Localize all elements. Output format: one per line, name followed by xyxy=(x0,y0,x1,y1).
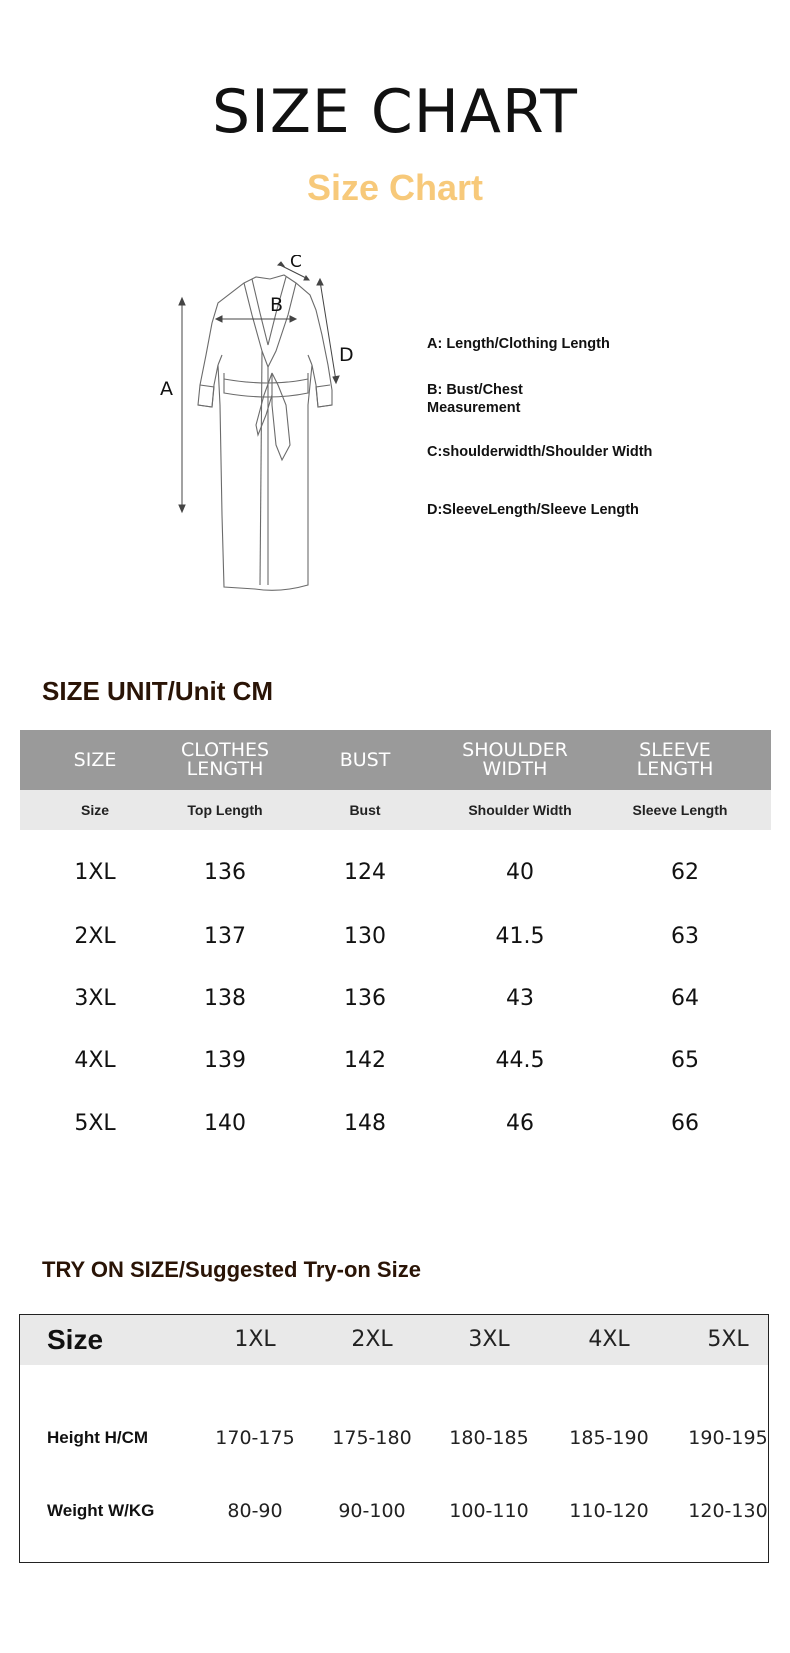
cell-bust: 124 xyxy=(344,860,386,885)
table-row xyxy=(20,917,771,957)
cell-clothes-length: 137 xyxy=(204,924,246,949)
tryon-cell: 80-90 xyxy=(227,1500,283,1522)
tryon-header-label: Size xyxy=(47,1324,104,1355)
cell-size: 1XL xyxy=(74,860,116,885)
subheader-size: Size xyxy=(80,802,109,818)
tryon-table-header xyxy=(20,1315,768,1365)
header-shoulder-width: SHOULDER WIDTH xyxy=(462,739,568,780)
legend-item-b: B: Bust/Chest Measurement xyxy=(427,382,523,416)
size-table-subheader xyxy=(20,790,771,830)
table-row xyxy=(20,853,771,893)
legend-item-c: C:shoulderwidth/Shoulder Width xyxy=(427,444,653,460)
table-row xyxy=(20,1041,771,1081)
tryon-cell: 120-130 xyxy=(688,1500,768,1522)
subheader-shoulder-width: Shoulder Width xyxy=(468,802,572,818)
header-clothes-length: CLOTHES LENGTH xyxy=(180,739,270,780)
cell-size: 2XL xyxy=(74,924,116,949)
tryon-cell: 190-195 xyxy=(688,1427,768,1449)
subheader-sleeve-length: Sleeve Length xyxy=(632,802,728,818)
cell-bust: 142 xyxy=(344,1048,386,1073)
robe-diagram xyxy=(160,255,390,595)
cell-bust: 130 xyxy=(344,924,386,949)
subheader-top-length: Top Length xyxy=(187,802,263,818)
tryon-row-label-weight: Weight W/KG xyxy=(47,1501,155,1520)
tryon-size-4xl: 4XL xyxy=(588,1327,630,1352)
size-table-header xyxy=(20,730,771,790)
tryon-row-label-height: Height H/CM xyxy=(47,1428,149,1447)
cell-sleeve-length: 63 xyxy=(671,924,699,949)
tryon-cell: 185-190 xyxy=(569,1427,649,1449)
cell-shoulder-width: 46 xyxy=(506,1111,534,1136)
header-sleeve-length: SLEEVE LENGTH xyxy=(636,739,714,780)
cell-size: 5XL xyxy=(74,1111,116,1136)
legend-item-a: A: Length/Clothing Length xyxy=(427,336,610,352)
cell-shoulder-width: 40 xyxy=(506,860,534,885)
cell-size: 4XL xyxy=(74,1048,116,1073)
label-a: A xyxy=(160,378,173,400)
cell-clothes-length: 139 xyxy=(204,1048,246,1073)
cell-sleeve-length: 65 xyxy=(671,1048,699,1073)
label-c: C xyxy=(290,255,302,272)
header-bust: BUST xyxy=(339,748,391,771)
tryon-cell: 90-100 xyxy=(338,1500,406,1522)
tryon-size-1xl: 1XL xyxy=(234,1327,276,1352)
header-size: SIZE xyxy=(73,748,117,771)
tryon-cell: 170-175 xyxy=(215,1427,295,1449)
label-d: D xyxy=(339,344,354,366)
cell-shoulder-width: 41.5 xyxy=(495,924,545,949)
page-title: SIZE CHART xyxy=(212,77,578,147)
tryon-size-3xl: 3XL xyxy=(468,1327,510,1352)
tryon-cell: 175-180 xyxy=(332,1427,412,1449)
legend-item-d: D:SleeveLength/Sleeve Length xyxy=(427,502,639,518)
tryon-size-5xl: 5XL xyxy=(707,1327,749,1352)
tryon-cell: 110-120 xyxy=(569,1500,649,1522)
tryon-size-2xl: 2XL xyxy=(351,1327,393,1352)
tryon-table xyxy=(19,1314,769,1563)
table-row xyxy=(20,979,771,1019)
tryon-cell: 180-185 xyxy=(449,1427,529,1449)
label-b: B xyxy=(270,294,284,316)
table-row xyxy=(20,1104,771,1144)
cell-bust: 136 xyxy=(344,986,386,1011)
cell-sleeve-length: 64 xyxy=(671,986,699,1011)
cell-clothes-length: 136 xyxy=(204,860,246,885)
cell-shoulder-width: 43 xyxy=(506,986,534,1011)
cell-shoulder-width: 44.5 xyxy=(495,1048,545,1073)
tryon-cell: 100-110 xyxy=(449,1500,529,1522)
cell-sleeve-length: 66 xyxy=(671,1111,699,1136)
cell-bust: 148 xyxy=(344,1111,386,1136)
page-subtitle: Size Chart xyxy=(306,167,484,208)
cell-clothes-length: 140 xyxy=(204,1111,246,1136)
cell-clothes-length: 138 xyxy=(204,986,246,1011)
size-unit-heading: SIZE UNIT/Unit CM xyxy=(42,676,274,706)
cell-size: 3XL xyxy=(74,986,116,1011)
cell-sleeve-length: 62 xyxy=(671,860,699,885)
tryon-heading: TRY ON SIZE/Suggested Try-on Size xyxy=(42,1257,421,1282)
subheader-bust: Bust xyxy=(349,802,381,818)
